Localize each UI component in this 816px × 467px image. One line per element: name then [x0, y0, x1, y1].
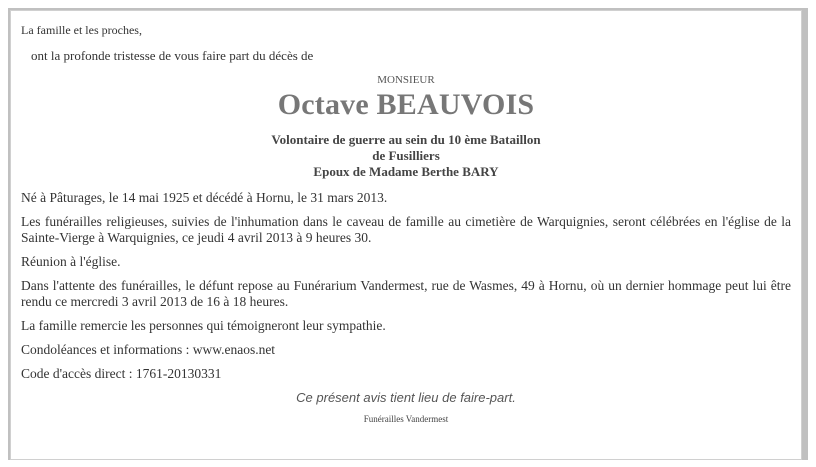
- meeting-paragraph: Réunion à l'église.: [21, 254, 121, 269]
- notice-frame: [8, 8, 808, 460]
- funeral-home-footer: Funérailles Vandermest: [363, 414, 449, 424]
- deceased-subtitle: [21, 132, 791, 180]
- subtitle-line: Epoux de Madame Berthe BARY: [313, 164, 499, 179]
- thanks-paragraph: La famille remercie les personnes qui témoigneront leur sympathie.: [21, 318, 386, 333]
- access-code-paragraph: Code d'accès direct : 1761-20130331: [21, 366, 222, 381]
- subtitle-line: de Fusilliers: [372, 148, 440, 163]
- death-notice: [10, 10, 802, 460]
- funerarium-paragraph: Dans l'attente des funérailles, le défunt repose au Funérarium Vandermest, rue de Wasmes, 49 à Hornu, où un dernier hommage peut lui être rendu ce mercredi 3 avril 2013 de 16 à 18 heures.: [21, 278, 791, 309]
- condolences-paragraph: Condoléances et informations : www.enaos.net: [21, 342, 276, 357]
- deceased-name: Octave BEAUVOIS: [277, 88, 535, 121]
- tagline: Ce présent avis tient lieu de faire-part.: [296, 390, 516, 405]
- intro-line-announcement: ont la profonde tristesse de vous faire part du décès de: [31, 48, 314, 63]
- intro-line-family: La famille et les proches,: [21, 23, 142, 37]
- subtitle-line: Volontaire de guerre au sein du 10 ème Bataillon: [271, 132, 541, 147]
- birth-death-paragraph: Né à Pâturages, le 14 mai 1925 et décédé à Hornu, le 31 mars 2013.: [21, 190, 388, 205]
- honorific: MONSIEUR: [377, 74, 435, 86]
- funeral-paragraph: Les funérailles religieuses, suivies de l'inhumation dans le caveau de famille au cimetière de Warquignies, seront célébrées en l'église de la Sainte-Vierge à Warquignies, ce jeudi 4 avril 2013 à 9 heures 30.: [21, 214, 791, 245]
